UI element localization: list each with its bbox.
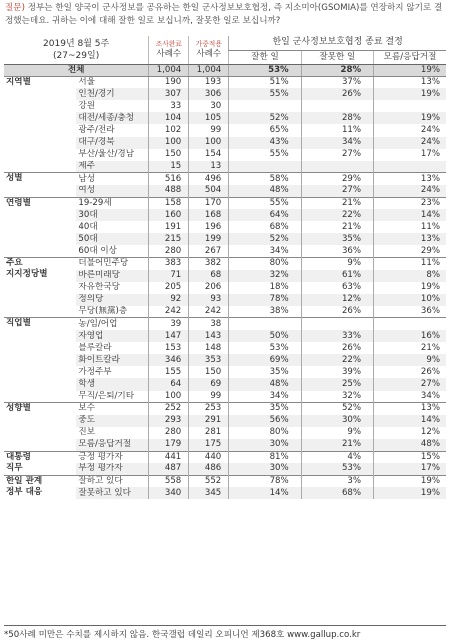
row-good: 48% <box>229 378 301 390</box>
row-n-weighted: 99 <box>189 124 229 136</box>
row-label: 블루칼라 <box>78 342 112 353</box>
row-good: 35% <box>229 366 301 378</box>
row-bad <box>301 318 373 330</box>
row-n-weighted: 486 <box>189 463 229 475</box>
row-bad: 3% <box>301 475 373 487</box>
row-n-survey: 160 <box>149 209 189 221</box>
group-name: 성향별 <box>6 403 31 414</box>
row-good: 55% <box>229 197 301 209</box>
row-label: 광주/전라 <box>78 125 115 136</box>
row-label: 잘못하고 있다 <box>76 487 148 499</box>
row-bad: 39% <box>301 366 373 378</box>
row-n-survey: 441 <box>149 451 189 463</box>
row-n-weighted: 196 <box>189 221 229 233</box>
row-n-survey: 100 <box>149 137 189 149</box>
row-dk: 16% <box>374 330 446 342</box>
row-n-weighted: 69 <box>189 378 229 390</box>
row-label: 가정주부 <box>78 366 112 377</box>
group-name: 직업별 <box>6 318 31 329</box>
group-name: 지역별 <box>6 76 31 87</box>
row-bad: 21% <box>301 197 373 209</box>
row-n-weighted: 150 <box>189 366 229 378</box>
row-label: 화이트칼라 <box>76 354 148 366</box>
row-good: 56% <box>229 415 301 427</box>
row-label: 30대 <box>76 209 148 221</box>
results-table <box>4 36 446 499</box>
row-n-survey: 205 <box>149 282 189 294</box>
row-n-survey: 215 <box>149 233 189 245</box>
row-n-weighted: 267 <box>189 245 229 257</box>
row-bad: 26% <box>301 306 373 318</box>
row-n-weighted: 552 <box>189 475 229 487</box>
row-good: 65% <box>229 124 301 136</box>
row-n-weighted: 440 <box>189 451 229 463</box>
footer-note: *50사례 미만은 수치를 제시하지 않음. 한국갤럽 데일리 오피니언 제368호 www.gallup.co.kr <box>4 625 446 640</box>
row-label: 정의당 <box>76 294 148 306</box>
row-good: 81% <box>229 451 301 463</box>
row-dk: 24% <box>374 137 446 149</box>
row-bad: 11% <box>301 124 373 136</box>
row-n-weighted: 206 <box>189 282 229 294</box>
row-label: 바른미래당 <box>76 270 148 282</box>
row-n-survey: 150 <box>149 149 189 161</box>
group-label <box>4 258 76 318</box>
group-label <box>4 173 76 197</box>
row-good: 53% <box>229 342 301 354</box>
group-label <box>4 76 76 173</box>
table-title: 한일 군사정보보호협정 종료 결정 <box>229 36 446 50</box>
row-n-survey: 179 <box>149 439 189 451</box>
row-bad: 30% <box>301 415 373 427</box>
row-n-survey: 102 <box>149 124 189 136</box>
row-label: 부정 평가자 <box>76 463 148 475</box>
row-n-survey: 155 <box>149 366 189 378</box>
row-dk: 13% <box>374 173 446 185</box>
row-label: 무당(無黨)층 <box>78 306 128 317</box>
row-n-survey: 39 <box>149 318 189 330</box>
row-n-weighted: 306 <box>189 88 229 100</box>
row-label: 서울 <box>76 76 148 88</box>
row-dk: 13% <box>374 403 446 415</box>
row-bad: 27% <box>301 185 373 197</box>
row-label: 50대 <box>76 233 148 245</box>
row-good <box>229 318 301 330</box>
row-good: 35% <box>229 403 301 415</box>
question-label: 질문) <box>5 3 25 13</box>
row-label: 남성 <box>76 173 148 185</box>
table-row <box>4 451 446 463</box>
row-good: 52% <box>229 112 301 124</box>
group-name: 한일 관계 <box>6 475 43 486</box>
row-dk: 19% <box>374 475 446 487</box>
row-bad: 9% <box>301 427 373 439</box>
row-bad: 52% <box>301 403 373 415</box>
row-dk: 36% <box>374 306 446 318</box>
row-n-weighted: 382 <box>189 258 229 270</box>
row-label: 더불어민주당 <box>76 258 148 270</box>
row-good: 43% <box>229 137 301 149</box>
row-bad: 63% <box>301 282 373 294</box>
row-bad: 28% <box>301 112 373 124</box>
row-good: 58% <box>229 173 301 185</box>
row-dk: 8% <box>374 270 446 282</box>
group-name-2: 직무 <box>6 462 23 473</box>
row-n-survey: 488 <box>149 185 189 197</box>
col-good-header: 잘한 일 <box>229 50 301 64</box>
row-good: 80% <box>229 258 301 270</box>
row-dk: 9% <box>374 354 446 366</box>
row-n-survey: 280 <box>149 245 189 257</box>
row-good: 55% <box>229 149 301 161</box>
total-label: 전체 <box>4 64 149 76</box>
row-bad: 33% <box>301 330 373 342</box>
row-dk: 12% <box>374 427 446 439</box>
row-label: 보수 <box>76 403 148 415</box>
group-name-2: 지지정당별 <box>6 269 48 279</box>
row-n-survey: 558 <box>149 475 189 487</box>
row-dk: 11% <box>374 258 446 270</box>
row-n-weighted: 13 <box>189 161 229 173</box>
row-good: 34% <box>229 245 301 257</box>
row-label: 진보 <box>78 427 95 438</box>
row-n-weighted: 281 <box>189 427 229 439</box>
row-n-survey: 280 <box>149 427 189 439</box>
total-good: 53% <box>229 64 301 76</box>
row-dk: 17% <box>374 149 446 161</box>
row-label: 모름/응답거절 <box>76 439 148 451</box>
period-line-2: (27~29일) <box>53 50 100 61</box>
row-dk: 14% <box>374 415 446 427</box>
row-bad: 29% <box>301 173 373 185</box>
period-header <box>4 36 149 64</box>
row-n-survey: 293 <box>149 415 189 427</box>
row-bad: 34% <box>301 137 373 149</box>
row-dk: 19% <box>374 282 446 294</box>
row-dk: 24% <box>374 124 446 136</box>
row-label: 60대 이상 <box>78 245 117 256</box>
row-bad: 22% <box>301 354 373 366</box>
row-bad: 9% <box>301 258 373 270</box>
period-line-1: 2019년 8월 5주 <box>43 38 110 49</box>
row-bad: 21% <box>301 221 373 233</box>
n-weighted-label: 사례수 <box>196 49 222 60</box>
row-dk: 13% <box>374 76 446 88</box>
row-n-weighted: 345 <box>189 487 229 499</box>
row-n-survey: 383 <box>149 258 189 270</box>
row-good: 30% <box>229 439 301 451</box>
row-n-survey: 516 <box>149 173 189 185</box>
row-bad: 21% <box>301 439 373 451</box>
row-label: 자영업 <box>76 330 148 342</box>
row-n-survey: 15 <box>149 161 189 173</box>
row-n-survey: 252 <box>149 403 189 415</box>
row-good: 69% <box>229 354 301 366</box>
row-good: 38% <box>229 306 301 318</box>
row-n-survey: 242 <box>149 306 189 318</box>
group-name: 주요 <box>6 258 23 268</box>
row-n-survey: 71 <box>149 270 189 282</box>
row-good: 30% <box>229 463 301 475</box>
row-dk: 29% <box>374 245 446 257</box>
row-label: 인천/경기 <box>76 88 148 100</box>
row-bad: 26% <box>301 342 373 354</box>
group-label <box>4 451 76 475</box>
row-n-survey: 346 <box>149 354 189 366</box>
row-dk: 19% <box>374 112 446 124</box>
row-n-weighted: 496 <box>189 173 229 185</box>
row-dk: 24% <box>374 185 446 197</box>
n-survey-small: 조사완료 <box>155 40 182 49</box>
row-n-weighted: 193 <box>189 76 229 88</box>
row-bad <box>301 100 373 112</box>
total-dk: 19% <box>374 64 446 76</box>
row-label: 자유한국당 <box>78 282 120 293</box>
row-n-weighted: 242 <box>189 306 229 318</box>
row-n-weighted: 143 <box>189 330 229 342</box>
question-text <box>5 2 445 28</box>
row-label: 강원 <box>78 100 95 111</box>
row-n-weighted: 154 <box>189 149 229 161</box>
row-label: 농/임/어업 <box>76 318 148 330</box>
row-good: 52% <box>229 233 301 245</box>
row-n-survey: 104 <box>149 112 189 124</box>
row-n-survey: 147 <box>149 330 189 342</box>
row-bad: 61% <box>301 270 373 282</box>
row-dk <box>374 100 446 112</box>
row-n-survey: 100 <box>149 391 189 403</box>
header-row-1 <box>4 36 446 50</box>
row-good: 78% <box>229 294 301 306</box>
row-label: 여성 <box>76 185 148 197</box>
row-n-weighted: 68 <box>189 270 229 282</box>
row-label: 중도 <box>76 415 148 427</box>
row-label: 40대 <box>78 221 98 232</box>
row-bad: 37% <box>301 76 373 88</box>
row-n-survey: 158 <box>149 197 189 209</box>
row-bad <box>301 161 373 173</box>
row-n-weighted: 291 <box>189 415 229 427</box>
row-dk: 11% <box>374 221 446 233</box>
row-good: 55% <box>229 88 301 100</box>
total-row <box>4 64 446 76</box>
table-row <box>4 258 446 270</box>
row-good: 18% <box>229 282 301 294</box>
question-body: 정부는 한일 양국이 군사정보를 공유하는 한일 군사정보보호협정, 즉 지소미아(GSOMIA)를 연장하지 않기로 결정했는데요. 귀하는 이에 대해 잘한 일로 보십니까, 잘못한 일로 보십니까? <box>5 3 443 26</box>
row-label: 학생 <box>76 378 148 390</box>
row-dk: 21% <box>374 342 446 354</box>
row-label: 대구/경북 <box>76 137 148 149</box>
row-bad: 36% <box>301 245 373 257</box>
row-n-weighted: 93 <box>189 294 229 306</box>
table-row <box>4 76 446 88</box>
row-n-survey: 64 <box>149 378 189 390</box>
group-name-2: 정부 대응 <box>6 486 43 497</box>
row-dk: 13% <box>374 233 446 245</box>
row-good: 78% <box>229 475 301 487</box>
row-n-weighted: 99 <box>189 391 229 403</box>
row-bad: 25% <box>301 378 373 390</box>
total-n1: 1,004 <box>149 64 189 76</box>
row-n-weighted: 170 <box>189 197 229 209</box>
row-good: 80% <box>229 427 301 439</box>
row-good: 50% <box>229 330 301 342</box>
row-bad: 32% <box>301 391 373 403</box>
row-label: 부산/울산/경남 <box>78 149 134 160</box>
row-n-weighted: 504 <box>189 185 229 197</box>
row-dk: 27% <box>374 378 446 390</box>
row-dk: 19% <box>374 487 446 499</box>
row-good <box>229 100 301 112</box>
col-dk-header: 모름/응답거절 <box>374 50 446 64</box>
row-bad: 27% <box>301 149 373 161</box>
row-bad: 12% <box>301 294 373 306</box>
total-bad: 28% <box>301 64 373 76</box>
row-label: 대전/세종/충청 <box>76 112 148 124</box>
row-n-weighted: 253 <box>189 403 229 415</box>
row-good: 68% <box>229 221 301 233</box>
row-n-survey: 487 <box>149 463 189 475</box>
row-bad: 68% <box>301 487 373 499</box>
row-good <box>229 161 301 173</box>
n-survey-label: 사례수 <box>156 49 182 60</box>
table-row <box>4 197 446 209</box>
row-label: 긍정 평가자 <box>76 451 148 463</box>
row-good: 32% <box>229 270 301 282</box>
row-label: 제주 <box>76 161 148 173</box>
row-dk: 48% <box>374 439 446 451</box>
row-n-survey: 307 <box>149 88 189 100</box>
row-n-survey: 340 <box>149 487 189 499</box>
row-good: 64% <box>229 209 301 221</box>
row-dk: 10% <box>374 294 446 306</box>
row-n-weighted: 105 <box>189 112 229 124</box>
n-weighted-small: 가중적용 <box>195 40 222 49</box>
row-n-survey: 153 <box>149 342 189 354</box>
row-dk: 14% <box>374 209 446 221</box>
row-dk: 15% <box>374 451 446 463</box>
row-n-weighted: 38 <box>189 318 229 330</box>
group-name: 연령별 <box>6 197 31 208</box>
group-label <box>4 197 76 257</box>
row-label: 무직/은퇴/기타 <box>78 390 134 401</box>
row-bad: 4% <box>301 451 373 463</box>
group-name: 대통령 <box>6 451 31 462</box>
row-dk: 17% <box>374 463 446 475</box>
row-bad: 22% <box>301 209 373 221</box>
group-label <box>4 475 76 499</box>
row-n-weighted: 100 <box>189 137 229 149</box>
row-dk: 26% <box>374 366 446 378</box>
row-n-weighted: 353 <box>189 354 229 366</box>
row-n-weighted: 199 <box>189 233 229 245</box>
row-bad: 53% <box>301 463 373 475</box>
row-n-survey: 33 <box>149 100 189 112</box>
row-n-weighted: 148 <box>189 342 229 354</box>
n-survey-header <box>149 36 189 64</box>
row-good: 51% <box>229 76 301 88</box>
row-n-weighted: 168 <box>189 209 229 221</box>
col-bad-header: 잘못한 일 <box>301 50 373 64</box>
table-row <box>4 475 446 487</box>
group-label <box>4 318 76 403</box>
row-dk: 23% <box>374 197 446 209</box>
row-good: 34% <box>229 391 301 403</box>
row-n-weighted: 30 <box>189 100 229 112</box>
row-bad: 35% <box>301 233 373 245</box>
row-label: 잘하고 있다 <box>76 475 148 487</box>
row-dk <box>374 318 446 330</box>
row-dk <box>374 161 446 173</box>
row-dk: 19% <box>374 88 446 100</box>
row-bad: 26% <box>301 88 373 100</box>
table-row <box>4 403 446 415</box>
group-label <box>4 403 76 451</box>
total-n2: 1,004 <box>189 64 229 76</box>
row-good: 48% <box>229 185 301 197</box>
row-good: 14% <box>229 487 301 499</box>
row-n-survey: 190 <box>149 76 189 88</box>
row-label: 19-29세 <box>76 197 148 209</box>
row-dk: 34% <box>374 391 446 403</box>
group-name: 성별 <box>6 173 23 184</box>
row-n-survey: 191 <box>149 221 189 233</box>
row-n-weighted: 175 <box>189 439 229 451</box>
table-row <box>4 318 446 330</box>
n-weighted-header <box>189 36 229 64</box>
table-row <box>4 173 446 185</box>
row-n-survey: 92 <box>149 294 189 306</box>
